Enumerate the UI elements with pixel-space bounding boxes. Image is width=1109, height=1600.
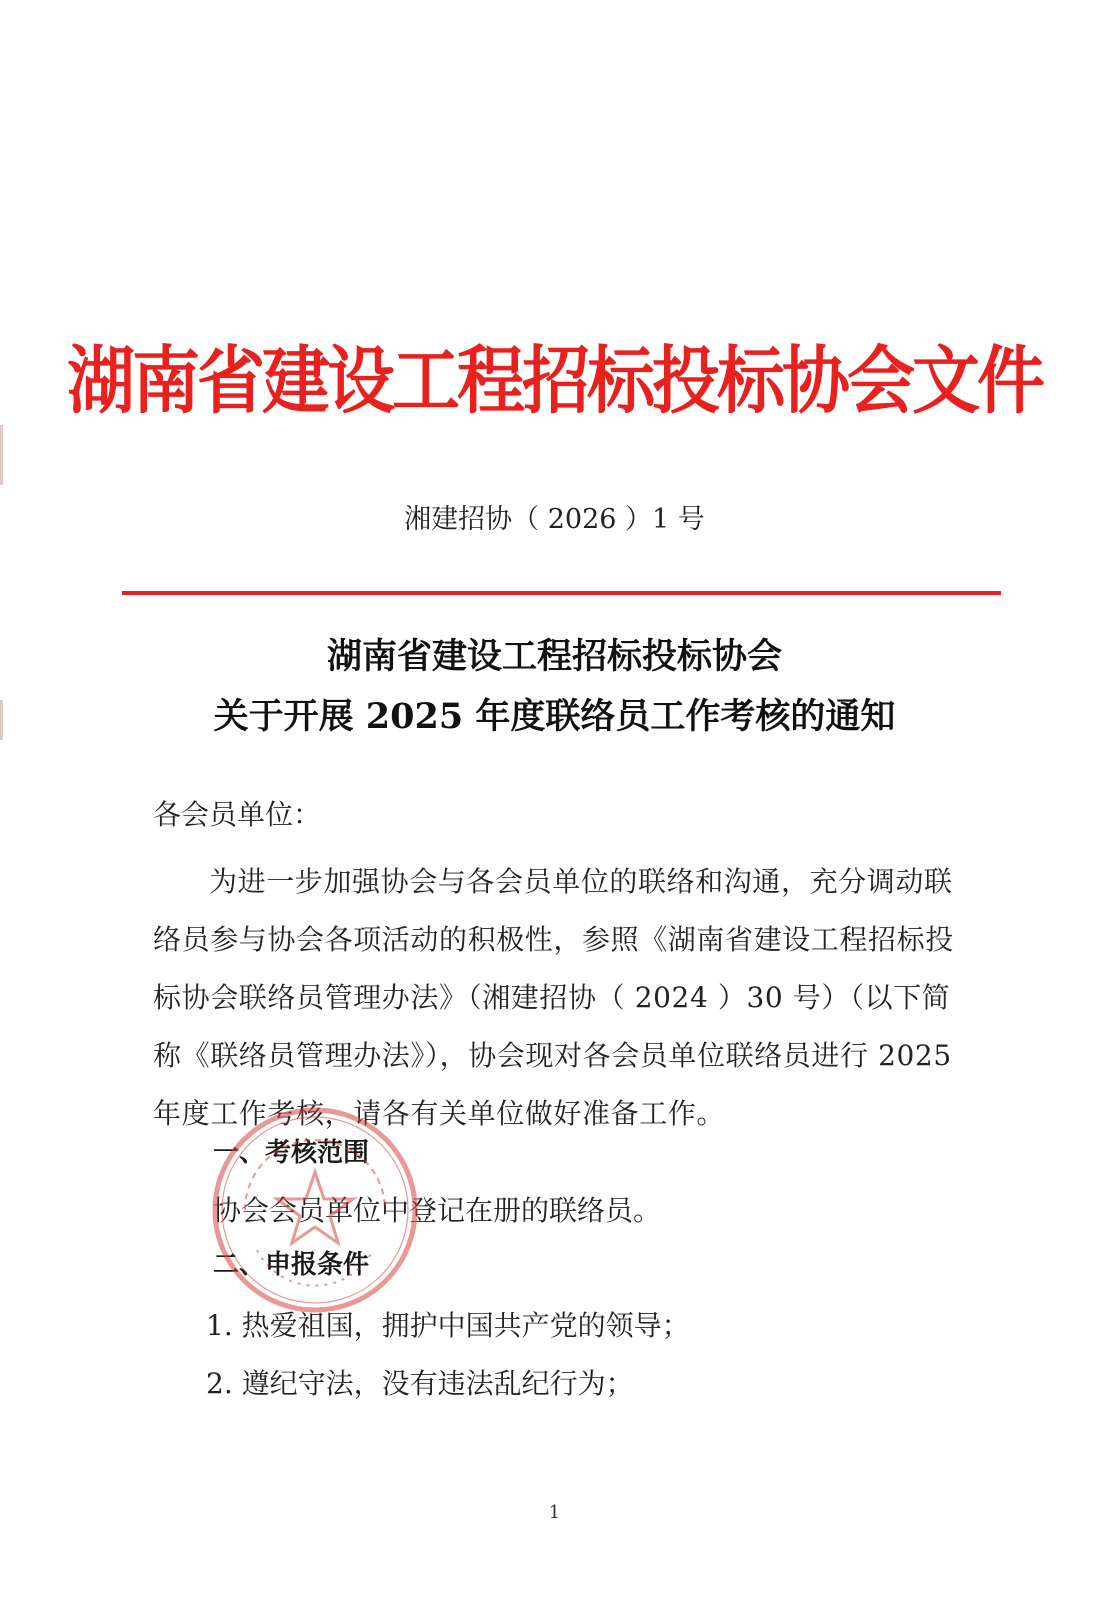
org-document-header: 湖南省建设工程招标投标协会文件 bbox=[66, 338, 1042, 425]
salutation: 各会员单位： bbox=[153, 798, 322, 831]
red-divider-line bbox=[122, 591, 1001, 595]
document-number: 湘建招协（ 2026 ）1 号 bbox=[404, 504, 705, 535]
list-item-2: 2. 遵纪守法，没有违法乱纪行为； bbox=[206, 1367, 634, 1400]
section1-text: 协会会员单位中登记在册的联络员。 bbox=[213, 1194, 662, 1227]
scan-edge-mark bbox=[0, 700, 3, 740]
section2-heading: 二、申报条件 bbox=[213, 1250, 370, 1280]
notice-title-line2: 关于开展 2025 年度联络员工作考核的通知 bbox=[213, 696, 896, 737]
official-seal-icon bbox=[205, 1100, 425, 1320]
section1-heading: 一、考核范围 bbox=[213, 1138, 370, 1168]
page-number: 1 bbox=[548, 1502, 561, 1523]
list-item-1: 1. 热爱祖国，拥护中国共产党的领导； bbox=[206, 1309, 690, 1342]
scan-edge-mark bbox=[0, 425, 3, 485]
notice-title-line1: 湖南省建设工程招标投标协会 bbox=[326, 636, 782, 677]
intro-paragraph: 为进一步加强协会与各会员单位的联络和沟通，充分调动联络员参与协会各项活动的积极性，参照《湖南省建设工程招标投标协会联络员管理办法》（湘建招协（ 2024 ）30 号）（以下简称《联络员管理办法》），协会现对各会员单位联络员进行 2025 年度工作考核，请各有关单位做好准备工作。 bbox=[153, 865, 954, 1130]
